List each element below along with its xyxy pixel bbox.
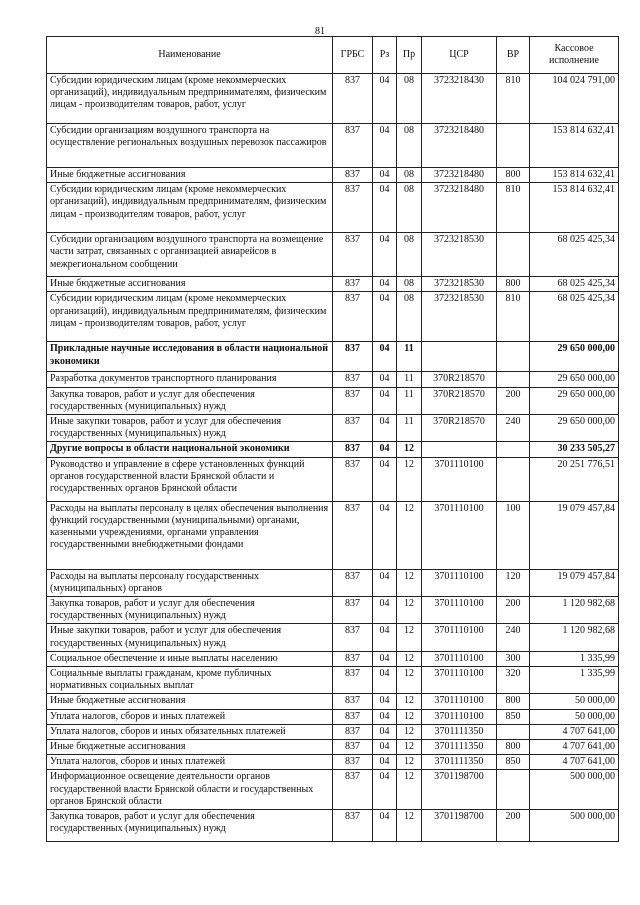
col-grbs-header: ГРБС — [333, 37, 373, 74]
row-csr: 3723218480 — [422, 168, 497, 183]
row-amount: 29 650 000,00 — [530, 387, 619, 414]
row-grbs: 837 — [333, 233, 373, 277]
row-csr: 3723218480 — [422, 183, 497, 233]
row-amount: 4 707 641,00 — [530, 755, 619, 770]
row-name: Иные бюджетные ассигнования — [47, 277, 333, 292]
row-amount: 19 079 457,84 — [530, 569, 619, 596]
row-pr: 12 — [397, 770, 422, 810]
row-amount: 153 814 632,41 — [530, 183, 619, 233]
row-pr: 11 — [397, 342, 422, 372]
row-grbs: 837 — [333, 740, 373, 755]
row-name: Иные бюджетные ассигнования — [47, 694, 333, 709]
row-rz: 04 — [373, 415, 397, 442]
table-row — [47, 342, 619, 372]
table-row — [47, 770, 619, 810]
row-vr: 320 — [497, 667, 530, 694]
row-rz: 04 — [373, 651, 397, 666]
row-vr — [497, 342, 530, 372]
table-row — [47, 74, 619, 124]
row-pr: 12 — [397, 457, 422, 501]
row-pr: 12 — [397, 667, 422, 694]
row-rz: 04 — [373, 724, 397, 739]
row-amount: 4 707 641,00 — [530, 740, 619, 755]
row-csr: 370R218570 — [422, 387, 497, 414]
row-name: Уплата налогов, сборов и иных платежей — [47, 755, 333, 770]
row-amount: 68 025 425,34 — [530, 233, 619, 277]
row-csr: 3701110100 — [422, 569, 497, 596]
row-vr: 200 — [497, 597, 530, 624]
row-csr: 3701110100 — [422, 501, 497, 569]
row-pr: 12 — [397, 597, 422, 624]
row-name: Социальное обеспечение и иные выплаты населению — [47, 651, 333, 666]
row-vr: 850 — [497, 755, 530, 770]
row-pr: 11 — [397, 372, 422, 387]
table-row — [47, 501, 619, 569]
row-csr: 3701198700 — [422, 810, 497, 842]
row-vr: 800 — [497, 277, 530, 292]
table-row — [47, 168, 619, 183]
row-amount: 153 814 632,41 — [530, 124, 619, 168]
row-rz: 04 — [373, 755, 397, 770]
row-amount: 20 251 776,51 — [530, 457, 619, 501]
row-csr: 3701111350 — [422, 755, 497, 770]
row-vr — [497, 442, 530, 457]
row-name: Субсидии организациям воздушного транспорта на возмещение части затрат, связанных с организацией авиарейсов в межрегиональном сообщении — [47, 233, 333, 277]
table-row — [47, 810, 619, 842]
col-csr-header: ЦСР — [422, 37, 497, 74]
row-rz: 04 — [373, 183, 397, 233]
row-rz: 04 — [373, 709, 397, 724]
row-amount: 500 000,00 — [530, 770, 619, 810]
row-vr: 200 — [497, 387, 530, 414]
row-rz: 04 — [373, 667, 397, 694]
row-amount: 19 079 457,84 — [530, 501, 619, 569]
row-amount: 1 120 982,68 — [530, 597, 619, 624]
row-amount: 29 650 000,00 — [530, 372, 619, 387]
row-rz: 04 — [373, 387, 397, 414]
row-pr: 08 — [397, 277, 422, 292]
row-csr: 3701110100 — [422, 457, 497, 501]
row-csr: 3701111350 — [422, 724, 497, 739]
table-row — [47, 442, 619, 457]
row-grbs: 837 — [333, 442, 373, 457]
row-vr — [497, 724, 530, 739]
row-csr: 3701110100 — [422, 694, 497, 709]
table-row — [47, 233, 619, 277]
row-csr: 3723218480 — [422, 124, 497, 168]
table-header-row — [47, 37, 619, 74]
row-pr: 08 — [397, 233, 422, 277]
row-grbs: 837 — [333, 597, 373, 624]
row-amount: 1 335,99 — [530, 667, 619, 694]
row-grbs: 837 — [333, 415, 373, 442]
col-vr-header: ВР — [497, 37, 530, 74]
col-amount-header: Кассовое исполнение — [530, 37, 619, 74]
row-pr: 12 — [397, 501, 422, 569]
table-row — [47, 755, 619, 770]
row-name: Закупка товаров, работ и услуг для обеспечения государственных (муниципальных) нужд — [47, 810, 333, 842]
table-row — [47, 372, 619, 387]
row-csr: 3701110100 — [422, 667, 497, 694]
row-csr: 370R218570 — [422, 415, 497, 442]
table-row — [47, 624, 619, 651]
row-name: Субсидии юридическим лицам (кроме некоммерческих организаций), индивидуальным предпринимателям, физическим лицам - производителям товаров, работ, услуг — [47, 183, 333, 233]
row-vr: 810 — [497, 292, 530, 342]
row-pr: 08 — [397, 183, 422, 233]
row-amount: 68 025 425,34 — [530, 277, 619, 292]
row-grbs: 837 — [333, 667, 373, 694]
row-rz: 04 — [373, 457, 397, 501]
row-name: Иные бюджетные ассигнования — [47, 740, 333, 755]
table-row — [47, 292, 619, 342]
row-vr: 200 — [497, 810, 530, 842]
row-rz: 04 — [373, 442, 397, 457]
row-vr — [497, 124, 530, 168]
row-name: Расходы на выплаты персоналу государственных (муниципальных) органов — [47, 569, 333, 596]
row-rz: 04 — [373, 233, 397, 277]
table-row — [47, 651, 619, 666]
row-rz: 04 — [373, 810, 397, 842]
row-vr: 800 — [497, 740, 530, 755]
row-name: Руководство и управление в сфере установленных функций органов государственной власти Брянской области и государственных органов Брянской области — [47, 457, 333, 501]
table-row — [47, 124, 619, 168]
row-rz: 04 — [373, 597, 397, 624]
row-grbs: 837 — [333, 651, 373, 666]
row-pr: 08 — [397, 124, 422, 168]
budget-table — [46, 36, 619, 842]
row-rz: 04 — [373, 740, 397, 755]
row-pr: 12 — [397, 724, 422, 739]
row-pr: 12 — [397, 651, 422, 666]
table-row — [47, 569, 619, 596]
row-amount: 1 335,99 — [530, 651, 619, 666]
row-name: Субсидии организациям воздушного транспорта на осуществление региональных воздушных перевозок пассажиров — [47, 124, 333, 168]
row-name: Уплата налогов, сборов и иных платежей — [47, 709, 333, 724]
row-rz: 04 — [373, 74, 397, 124]
row-vr: 850 — [497, 709, 530, 724]
row-csr: 3701111350 — [422, 740, 497, 755]
row-pr: 08 — [397, 74, 422, 124]
row-grbs: 837 — [333, 342, 373, 372]
row-rz: 04 — [373, 770, 397, 810]
row-vr — [497, 457, 530, 501]
row-pr: 12 — [397, 810, 422, 842]
row-name: Уплата налогов, сборов и иных обязательных платежей — [47, 724, 333, 739]
row-name: Прикладные научные исследования в области национальной экономики — [47, 342, 333, 372]
row-name: Субсидии юридическим лицам (кроме некоммерческих организаций), индивидуальным предпринимателям, физическим лицам - производителям товаров, работ, услуг — [47, 292, 333, 342]
row-grbs: 837 — [333, 168, 373, 183]
col-rz-header: Рз — [373, 37, 397, 74]
row-name: Расходы на выплаты персоналу в целях обеспечения выполнения функций государственными (муниципальными) органами, казенными учреждениями, органами управления государственными внебюджетными фондами — [47, 501, 333, 569]
row-rz: 04 — [373, 124, 397, 168]
row-name: Закупка товаров, работ и услуг для обеспечения государственных (муниципальных) нужд — [47, 597, 333, 624]
row-amount: 30 233 505,27 — [530, 442, 619, 457]
row-vr: 800 — [497, 694, 530, 709]
row-pr: 12 — [397, 755, 422, 770]
table-row — [47, 597, 619, 624]
row-amount: 1 120 982,68 — [530, 624, 619, 651]
row-vr — [497, 770, 530, 810]
row-vr: 120 — [497, 569, 530, 596]
table-row — [47, 667, 619, 694]
row-pr: 11 — [397, 387, 422, 414]
row-pr: 08 — [397, 168, 422, 183]
row-grbs: 837 — [333, 709, 373, 724]
row-csr: 3701110100 — [422, 624, 497, 651]
row-grbs: 837 — [333, 372, 373, 387]
row-amount: 50 000,00 — [530, 694, 619, 709]
table-row — [47, 277, 619, 292]
row-csr: 3701110100 — [422, 709, 497, 724]
row-vr: 300 — [497, 651, 530, 666]
row-pr: 12 — [397, 442, 422, 457]
row-name: Иные бюджетные ассигнования — [47, 168, 333, 183]
row-pr: 12 — [397, 709, 422, 724]
table-row — [47, 709, 619, 724]
row-vr: 800 — [497, 168, 530, 183]
row-csr: 3701198700 — [422, 770, 497, 810]
row-name: Информационное освещение деятельности органов государственной власти Брянской области и государственных органов Брянской области — [47, 770, 333, 810]
row-csr — [422, 442, 497, 457]
row-rz: 04 — [373, 372, 397, 387]
row-grbs: 837 — [333, 569, 373, 596]
row-csr: 3723218530 — [422, 233, 497, 277]
col-pr-header: Пр — [397, 37, 422, 74]
row-csr: 3723218430 — [422, 74, 497, 124]
row-amount: 104 024 791,00 — [530, 74, 619, 124]
row-grbs: 837 — [333, 292, 373, 342]
row-amount: 29 650 000,00 — [530, 342, 619, 372]
row-grbs: 837 — [333, 74, 373, 124]
table-row — [47, 183, 619, 233]
row-vr — [497, 233, 530, 277]
table-row — [47, 694, 619, 709]
row-pr: 12 — [397, 624, 422, 651]
row-csr: 3701110100 — [422, 651, 497, 666]
row-rz: 04 — [373, 292, 397, 342]
row-amount: 50 000,00 — [530, 709, 619, 724]
row-name: Другие вопросы в области национальной экономики — [47, 442, 333, 457]
row-rz: 04 — [373, 168, 397, 183]
row-grbs: 837 — [333, 183, 373, 233]
row-name: Закупка товаров, работ и услуг для обеспечения государственных (муниципальных) нужд — [47, 387, 333, 414]
row-rz: 04 — [373, 342, 397, 372]
row-name: Субсидии юридическим лицам (кроме некоммерческих организаций), индивидуальным предпринимателям, физическим лицам - производителям товаров, работ, услуг — [47, 74, 333, 124]
row-name: Иные закупки товаров, работ и услуг для обеспечения государственных (муниципальных) нужд — [47, 415, 333, 442]
table-row — [47, 387, 619, 414]
row-vr: 240 — [497, 624, 530, 651]
row-vr — [497, 372, 530, 387]
row-grbs: 837 — [333, 810, 373, 842]
page-number: 81 — [315, 26, 325, 37]
row-grbs: 837 — [333, 755, 373, 770]
row-csr: 3723218530 — [422, 277, 497, 292]
table-row — [47, 740, 619, 755]
row-grbs: 837 — [333, 501, 373, 569]
row-vr: 100 — [497, 501, 530, 569]
row-pr: 12 — [397, 569, 422, 596]
row-rz: 04 — [373, 569, 397, 596]
row-amount: 153 814 632,41 — [530, 168, 619, 183]
row-grbs: 837 — [333, 124, 373, 168]
row-amount: 4 707 641,00 — [530, 724, 619, 739]
row-name: Иные закупки товаров, работ и услуг для обеспечения государственных (муниципальных) нужд — [47, 624, 333, 651]
row-vr: 810 — [497, 183, 530, 233]
row-rz: 04 — [373, 694, 397, 709]
row-vr: 240 — [497, 415, 530, 442]
row-amount: 29 650 000,00 — [530, 415, 619, 442]
table-row — [47, 415, 619, 442]
row-vr: 810 — [497, 74, 530, 124]
row-pr: 12 — [397, 740, 422, 755]
row-pr: 11 — [397, 415, 422, 442]
row-name: Разработка документов транспортного планирования — [47, 372, 333, 387]
row-grbs: 837 — [333, 694, 373, 709]
row-grbs: 837 — [333, 277, 373, 292]
table-row — [47, 724, 619, 739]
row-grbs: 837 — [333, 457, 373, 501]
row-csr: 3723218530 — [422, 292, 497, 342]
row-pr: 08 — [397, 292, 422, 342]
col-name-header: Наименование — [47, 37, 333, 74]
row-csr: 3701110100 — [422, 597, 497, 624]
row-csr: 370R218570 — [422, 372, 497, 387]
row-rz: 04 — [373, 277, 397, 292]
row-csr — [422, 342, 497, 372]
row-grbs: 837 — [333, 770, 373, 810]
row-pr: 12 — [397, 694, 422, 709]
table-row — [47, 457, 619, 501]
row-grbs: 837 — [333, 624, 373, 651]
row-grbs: 837 — [333, 387, 373, 414]
row-name: Социальные выплаты гражданам, кроме публичных нормативных социальных выплат — [47, 667, 333, 694]
row-rz: 04 — [373, 501, 397, 569]
row-amount: 500 000,00 — [530, 810, 619, 842]
row-rz: 04 — [373, 624, 397, 651]
row-grbs: 837 — [333, 724, 373, 739]
row-amount: 68 025 425,34 — [530, 292, 619, 342]
